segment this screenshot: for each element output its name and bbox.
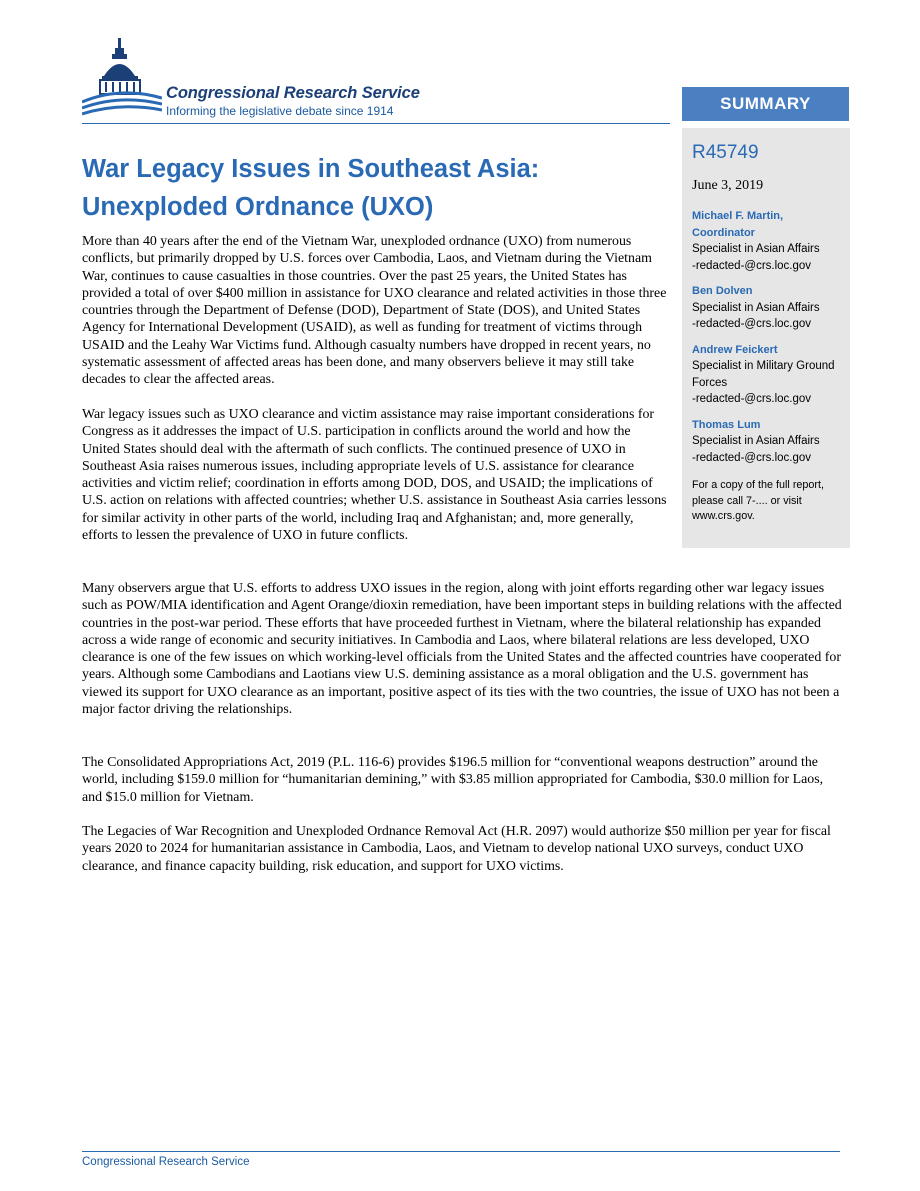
summary-paragraph: More than 40 years after the end of the Vietnam War, unexploded ordnance (UXO) from numerous conflicts, but primarily dropped by U.S. forces over Cambodia, Laos, and Vietnam during the Vietnam War, continues to cause casualties in those countries. Over the past 25 years, the United States has provided a total of over $400 million in assistance for UXO clearance and related activities in those three countries through the Department of Defense (DOD), Department of State (DOS), and United States Agency for International Development (USAID), as well as funding for treatment of victims through USAID and the Leahy War Victims fund. Although casualty numbers have dropped in recent years, no systematic assessment of affected areas has been done, and many observers believe it may still take decades to clear the affected areas. [82,234,667,388]
author-entry [692,342,842,408]
author-email[interactable]: -redacted-@crs.loc.gov [692,451,812,464]
author-title: Specialist in Military Ground Forces [692,360,835,389]
summary-paragraph: The Legacies of War Recognition and Unexploded Ordnance Removal Act (H.R. 2097) would authorize $50 million per year for fiscal years 2020 to 2024 for humanitarian assistance in Cambodia, Laos, and Vietnam to develop national UXO surveys, conduct UXO clearance, and finance capacity building, risk education, and support for UXO victims. [82,824,831,874]
author-email[interactable]: -redacted-@crs.loc.gov [692,393,812,405]
summary-paragraph: War legacy issues such as UXO clearance and victim assistance may raise important considerations for Congress as it addresses the impact of U.S. participation in conflicts around the world and how the United States should deal with the aftermath of such conflicts. The continued presence of UXO in Southeast Asia raises numerous issues, including appropriate levels of U.S. assistance for clearance activities and victim relief; coordination in efforts among DOD, DOS, and USAID; the implications of U.S. action on relations with affected countries; whether U.S. assistance in Southeast Asia carries lessons for similar activity in other parts of the world, including Iraq and Afghanistan; and, more generally, efforts to lessen the prevalence of UXO in future conflicts. [82,407,667,544]
brand-tagline: Informing the legislative debate since 1914 [166,104,394,118]
summary-tab: SUMMARY [682,87,849,121]
copy-note: For a copy of the full report, please call 7-.... or visit www.crs.gov. [692,479,825,522]
author-list [692,208,842,466]
author-entry [692,208,842,274]
summary-paragraph: The Consolidated Appropriations Act, 2019 (P.L. 116-6) provides $196.5 million for “conventional weapons destruction” around the world, including $159.0 million for “humanitarian demining,” with $3.85 million appropriated for Cambodia, $30.0 million for Laos, and $15.0 million for Vietnam. [82,755,824,805]
brand-name: Congressional Research Service [166,84,420,102]
footer-divider [82,1151,840,1152]
summary-paragraph: Many observers argue that U.S. efforts to address UXO issues in the region, along with joint efforts regarding other war legacy issues such as POW/MIA identification and Agent Orange/dioxin remediation, have been important steps in building relations with the affected countries in the post-war period. These efforts that have proceeded furthest in Vietnam, where the bilateral relationship has expanded across a wide range of economic and security initiatives. In Cambodia and Laos, where bilateral relations are less developed, UXO clearance is one of the few issues on which working-level officials from the United States and the affected countries have cooperated for years. Although some Cambodians and Laotians view U.S. demining assistance as a moral obligation and the U.S. government has viewed its support for UXO clearance as an important, positive aspect of its ties with the two countries, the issue of UXO has not been a major factor driving the relationships. [82,581,842,718]
crs-logo [82,36,482,122]
author-email[interactable]: -redacted-@crs.loc.gov [692,318,812,330]
report-number: R45749 [692,142,759,163]
author-email[interactable]: -redacted-@crs.loc.gov [692,259,812,272]
author-entry [692,283,842,333]
footer-text: Congressional Research Service [82,1156,250,1168]
author-title: Specialist in Asian Affairs [692,435,820,447]
author-name: Michael F. Martin, Coordinator [692,210,784,239]
page-title: War Legacy Issues in Southeast Asia: Unexploded Ordnance (UXO) [82,155,540,221]
author-name: Thomas Lum [692,418,761,431]
author-name: Andrew Feickert [692,343,778,356]
capitol-dome-icon [82,36,162,120]
author-title: Specialist in Asian Affairs [692,301,820,314]
summary-sidebar [682,128,850,548]
report-date: June 3, 2019 [692,178,764,193]
author-name: Ben Dolven [692,285,753,297]
author-entry [692,417,842,467]
author-title: Specialist in Asian Affairs [692,243,820,255]
header-divider [82,123,670,124]
